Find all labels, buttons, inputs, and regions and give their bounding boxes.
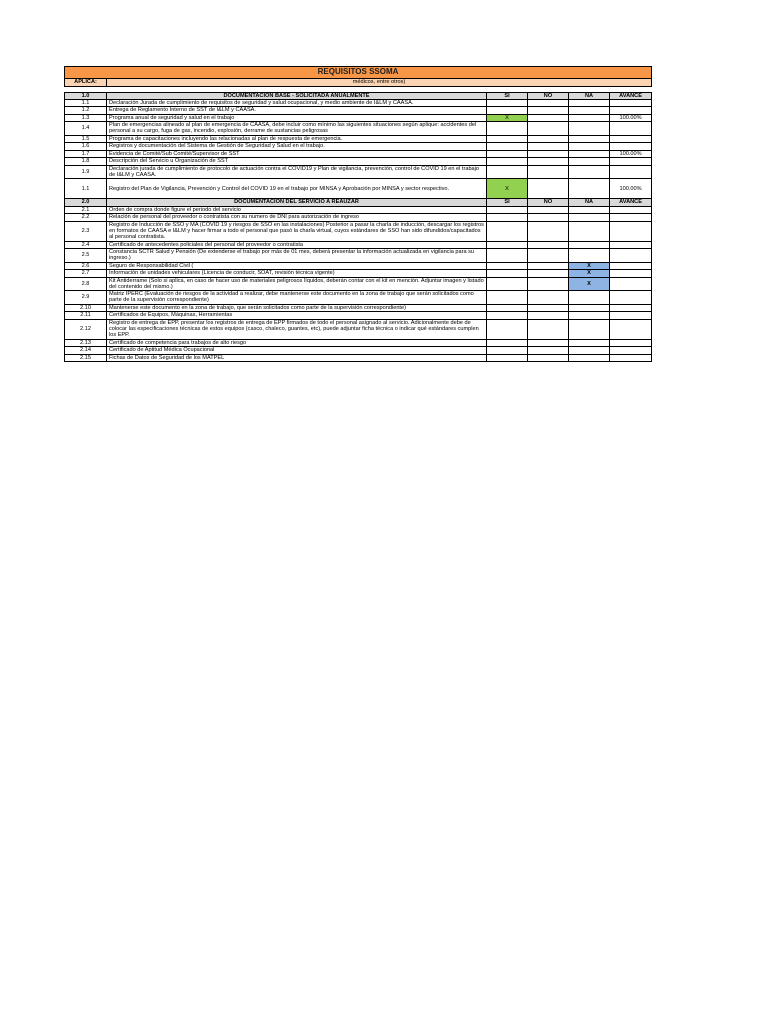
no-cell[interactable]: [528, 270, 569, 278]
table-row: [65, 270, 652, 278]
row-number: 2.12: [65, 319, 107, 339]
si-cell[interactable]: [487, 221, 528, 241]
no-cell[interactable]: [528, 107, 569, 115]
table-row: [65, 312, 652, 320]
table-row: [65, 249, 652, 263]
na-cell[interactable]: [569, 221, 610, 241]
na-cell[interactable]: [569, 107, 610, 115]
na-cell[interactable]: [569, 347, 610, 355]
na-cell[interactable]: [569, 304, 610, 312]
no-cell[interactable]: [528, 262, 569, 270]
table-row: [65, 143, 652, 151]
no-cell[interactable]: [528, 135, 569, 143]
avance-cell[interactable]: [610, 354, 652, 362]
avance-cell[interactable]: 100.00%: [610, 150, 652, 158]
row-number: 2.5: [65, 249, 107, 263]
row-description: Mantenerse este documento en la zona de trabajo, que serán solicitados como parte de la supervisión correspondiente): [107, 304, 487, 312]
no-cell[interactable]: [528, 221, 569, 241]
table-row: [65, 304, 652, 312]
row-description: Información de unidades vehiculares (Licencia de conducir, SOAT, revisión técnica vigente): [107, 270, 487, 278]
si-cell[interactable]: [487, 165, 528, 179]
avance-cell[interactable]: [610, 312, 652, 320]
avance-cell[interactable]: [610, 291, 652, 304]
section1-title: DOCUMENTACIÓN BASE - SOLICITADA ANUALMENTE: [107, 92, 487, 100]
row-description: Certificado de antecedentes policiales del personal del proveedor o contratista: [107, 241, 487, 249]
aplica-value[interactable]: médicos, entre otros): [107, 79, 652, 87]
si-cell[interactable]: [487, 122, 528, 136]
row-description: Seguro de Responsabilidad Civil (: [107, 262, 487, 270]
si-cell[interactable]: [487, 107, 528, 115]
avance-cell[interactable]: [610, 347, 652, 355]
si-cell[interactable]: [487, 354, 528, 362]
table-row: [65, 107, 652, 115]
row-number: 2.11: [65, 312, 107, 320]
row-description: Constancia SCTR Salud y Pensión (De extenderse el trabajo por más de 01 mes, deberá presentar la información actualizada en vigilancia para su ingreso.): [107, 249, 487, 263]
section1-number: 1.0: [65, 92, 107, 100]
row-number: 1.2: [65, 107, 107, 115]
row-description: Fichas de Datos de Seguridad de los MATPEL: [107, 354, 487, 362]
row-description: Registro del Plan de Vigilancia, Prevención y Control del COVID 19 en el trabajo por MINSA y Aprobación por MINSA y sector respectivo.: [107, 179, 487, 199]
na-cell[interactable]: [569, 249, 610, 263]
row-number: 2.6: [65, 262, 107, 270]
si-cell[interactable]: [487, 277, 528, 291]
row-number: 1.5: [65, 135, 107, 143]
na-cell[interactable]: [569, 312, 610, 320]
row-number: 1.7: [65, 150, 107, 158]
na-cell[interactable]: X: [569, 262, 610, 270]
avance-cell[interactable]: [610, 221, 652, 241]
avance-cell[interactable]: [610, 206, 652, 214]
avance-cell[interactable]: [610, 158, 652, 166]
row-description: Certificado de Aptitud Médica Ocupacional: [107, 347, 487, 355]
column-si: SI: [487, 199, 528, 207]
row-number: 2.1: [65, 206, 107, 214]
na-cell[interactable]: [569, 179, 610, 199]
si-cell[interactable]: [487, 143, 528, 151]
section2-number: 2.0: [65, 199, 107, 207]
no-cell[interactable]: [528, 165, 569, 179]
avance-cell[interactable]: [610, 339, 652, 347]
row-description: Kit Antiderrame (Solo si aplica, en caso de hacer uso de materiales peligrosos líquidos, deberán contar con el kit en mención. Adjuntar imagen y listado del contenido del mismo.): [107, 277, 487, 291]
no-cell[interactable]: [528, 291, 569, 304]
column-avance: AVANCE: [610, 92, 652, 100]
column-na: NA: [569, 92, 610, 100]
row-description: Relación de personal del proveedor o contratista con su numero de DNI para autorización de ingreso: [107, 214, 487, 222]
na-cell[interactable]: [569, 214, 610, 222]
table-row: [65, 150, 652, 158]
avance-cell[interactable]: [610, 143, 652, 151]
si-cell[interactable]: [487, 304, 528, 312]
row-description: Entrega de Reglamento Interno de SST de I&LM y CAASA.: [107, 107, 487, 115]
no-cell[interactable]: [528, 277, 569, 291]
row-number: 1.9: [65, 165, 107, 179]
na-cell[interactable]: X: [569, 270, 610, 278]
row-description: Registro de entrega de EPP, presentar los registros de entrega de EPP firmados de todo el personal asignado al servicio. Adicionalmente debe de colocar las especificaciones técnicas de estos equipos (casco, chaleco, guantes, etc), puede adjuntar ficha técnica o indicar qué estándares cumplen los EPP.: [107, 319, 487, 339]
na-cell[interactable]: X: [569, 277, 610, 291]
no-cell[interactable]: [528, 100, 569, 107]
avance-cell[interactable]: [610, 165, 652, 179]
table-row: [65, 291, 652, 304]
no-cell[interactable]: [528, 304, 569, 312]
no-cell[interactable]: [528, 150, 569, 158]
si-cell[interactable]: [487, 319, 528, 339]
table-row: [65, 277, 652, 291]
na-cell[interactable]: [569, 241, 610, 249]
si-cell[interactable]: [487, 347, 528, 355]
table-row: [65, 354, 652, 362]
row-description: Programa anual de seguridad y salud en el trabajo: [107, 114, 487, 122]
row-number: 2.9: [65, 291, 107, 304]
avance-cell[interactable]: [610, 270, 652, 278]
table-row: [65, 214, 652, 222]
row-number: 2.14: [65, 347, 107, 355]
row-description: Certificados de Equipos, Máquinas, Herramientas: [107, 312, 487, 320]
column-no: NO: [528, 199, 569, 207]
na-cell[interactable]: [569, 122, 610, 136]
table-row: [65, 221, 652, 241]
si-cell[interactable]: [487, 100, 528, 107]
na-cell[interactable]: [569, 319, 610, 339]
row-number: 1.1: [65, 179, 107, 199]
aplica-label: APLICA:: [65, 79, 107, 87]
table-row: [65, 158, 652, 166]
row-number: 1.3: [65, 114, 107, 122]
na-cell[interactable]: [569, 114, 610, 122]
avance-cell[interactable]: [610, 122, 652, 136]
na-cell[interactable]: [569, 339, 610, 347]
avance-cell[interactable]: [610, 135, 652, 143]
na-cell[interactable]: [569, 143, 610, 151]
row-description: Declaración Jurada de cumplimiento de requisitos de seguridad y salud ocupacional, y medio ambiente de I&LM y CAASA.: [107, 100, 487, 107]
si-cell[interactable]: [487, 262, 528, 270]
table-row: [65, 241, 652, 249]
si-cell[interactable]: X: [487, 179, 528, 199]
row-number: 1.1: [65, 100, 107, 107]
row-number: 2.4: [65, 241, 107, 249]
na-cell[interactable]: [569, 165, 610, 179]
si-cell[interactable]: [487, 158, 528, 166]
row-description: Evidencia de Comité/Sub Comité/Supervisor de SST: [107, 150, 487, 158]
row-description: Certificado de competencia para trabajos de alto riesgo: [107, 339, 487, 347]
row-description: Programa de capacitaciones incluyendo las relacionadas al plan de respuesta de emergencia.: [107, 135, 487, 143]
avance-cell[interactable]: [610, 319, 652, 339]
column-na: NA: [569, 199, 610, 207]
avance-cell[interactable]: 100.00%: [610, 114, 652, 122]
avance-cell[interactable]: [610, 214, 652, 222]
avance-cell[interactable]: [610, 262, 652, 270]
no-cell[interactable]: [528, 319, 569, 339]
avance-cell[interactable]: [610, 304, 652, 312]
si-cell[interactable]: [487, 270, 528, 278]
no-cell[interactable]: [528, 354, 569, 362]
si-cell[interactable]: [487, 339, 528, 347]
row-number: 2.7: [65, 270, 107, 278]
table-row: [65, 339, 652, 347]
row-description: Orden de compra donde figure el periodo del servicio: [107, 206, 487, 214]
na-cell[interactable]: [569, 135, 610, 143]
table-row: [65, 165, 652, 179]
table-row: [65, 262, 652, 270]
si-cell[interactable]: [487, 150, 528, 158]
no-cell[interactable]: [528, 347, 569, 355]
no-cell[interactable]: [528, 312, 569, 320]
avance-cell[interactable]: [610, 249, 652, 263]
table-row: [65, 135, 652, 143]
row-description: Registro de Inducción de SSO y MA (COVID 19 y riesgos de SSO en las instalaciones) Posterior a pasar la charla de inducción, descargar los registros en formatos de CAASA e I&LM y hacer firmar a todo el personal que pasó la charla virtual, cuyos estándares de SSO han sido difundidos/capacitados al personal contratista.: [107, 221, 487, 241]
avance-cell[interactable]: [610, 277, 652, 291]
section2-title: DOCUMENTACIÓN DEL SERVICIO A REAUZAR: [107, 199, 487, 207]
column-avance: AVANCE: [610, 199, 652, 207]
row-description: Descripción del Servicio u Organización de SST: [107, 158, 487, 166]
column-si: SI: [487, 92, 528, 100]
no-cell[interactable]: [528, 158, 569, 166]
no-cell[interactable]: [528, 339, 569, 347]
no-cell[interactable]: [528, 206, 569, 214]
row-description: Declaración jurada de cumplimiento de protocolo de actuación contra el COVID19 y Plan de vigilancia, prevención, control de COVID 19 en el trabajo de I&LM y CAASA.: [107, 165, 487, 179]
table-row: [65, 100, 652, 107]
no-cell[interactable]: [528, 122, 569, 136]
row-number: 1.4: [65, 122, 107, 136]
table-row: [65, 122, 652, 136]
avance-cell[interactable]: [610, 241, 652, 249]
si-cell[interactable]: [487, 214, 528, 222]
row-number: 2.10: [65, 304, 107, 312]
si-cell[interactable]: [487, 291, 528, 304]
na-cell[interactable]: [569, 158, 610, 166]
table-row: [65, 347, 652, 355]
na-cell[interactable]: [569, 354, 610, 362]
si-cell[interactable]: [487, 135, 528, 143]
no-cell[interactable]: [528, 249, 569, 263]
row-number: 2.2: [65, 214, 107, 222]
avance-cell[interactable]: [610, 100, 652, 107]
table-row: [65, 114, 652, 122]
column-no: NO: [528, 92, 569, 100]
si-cell[interactable]: X: [487, 114, 528, 122]
si-cell[interactable]: [487, 249, 528, 263]
no-cell[interactable]: [528, 214, 569, 222]
si-cell[interactable]: [487, 241, 528, 249]
avance-cell[interactable]: 100.00%: [610, 179, 652, 199]
row-number: 2.13: [65, 339, 107, 347]
avance-cell[interactable]: [610, 107, 652, 115]
section1-header: [65, 92, 652, 100]
row-number: 2.15: [65, 354, 107, 362]
si-cell[interactable]: [487, 312, 528, 320]
no-cell[interactable]: [528, 143, 569, 151]
row-description: Registros y documentación del Sistema de Gestión de Seguridad y Salud en el trabajo.: [107, 143, 487, 151]
na-cell[interactable]: [569, 206, 610, 214]
row-number: 1.6: [65, 143, 107, 151]
section2-header: [65, 199, 652, 207]
no-cell[interactable]: [528, 179, 569, 199]
na-cell[interactable]: [569, 291, 610, 304]
requirements-table: [64, 66, 652, 362]
row-description: Plan de emergencias alineado al plan de emergencia de CAASA, debe incluir como mínimo las siguientes situaciones según aplique: accidentes del personal a su cargo, fuga de gas, incendio, explosión, derrame de sustancias peligrosas: [107, 122, 487, 136]
si-cell[interactable]: [487, 206, 528, 214]
no-cell[interactable]: [528, 114, 569, 122]
row-description: Matriz IPERC (Evaluación de riesgos de la actividad a realizar, debe mantenerse este documento en la zona de trabajo que serán solicitados como parte de la supervisión correspondiente): [107, 291, 487, 304]
row-number: 1.8: [65, 158, 107, 166]
na-cell[interactable]: [569, 100, 610, 107]
table-row: [65, 319, 652, 339]
no-cell[interactable]: [528, 241, 569, 249]
sheet-title: REQUISITOS SSOMA: [65, 67, 652, 79]
table-row: [65, 179, 652, 199]
row-number: 2.3: [65, 221, 107, 241]
table-row: [65, 206, 652, 214]
requirements-sheet: [64, 66, 651, 362]
na-cell[interactable]: [569, 150, 610, 158]
row-number: 2.8: [65, 277, 107, 291]
